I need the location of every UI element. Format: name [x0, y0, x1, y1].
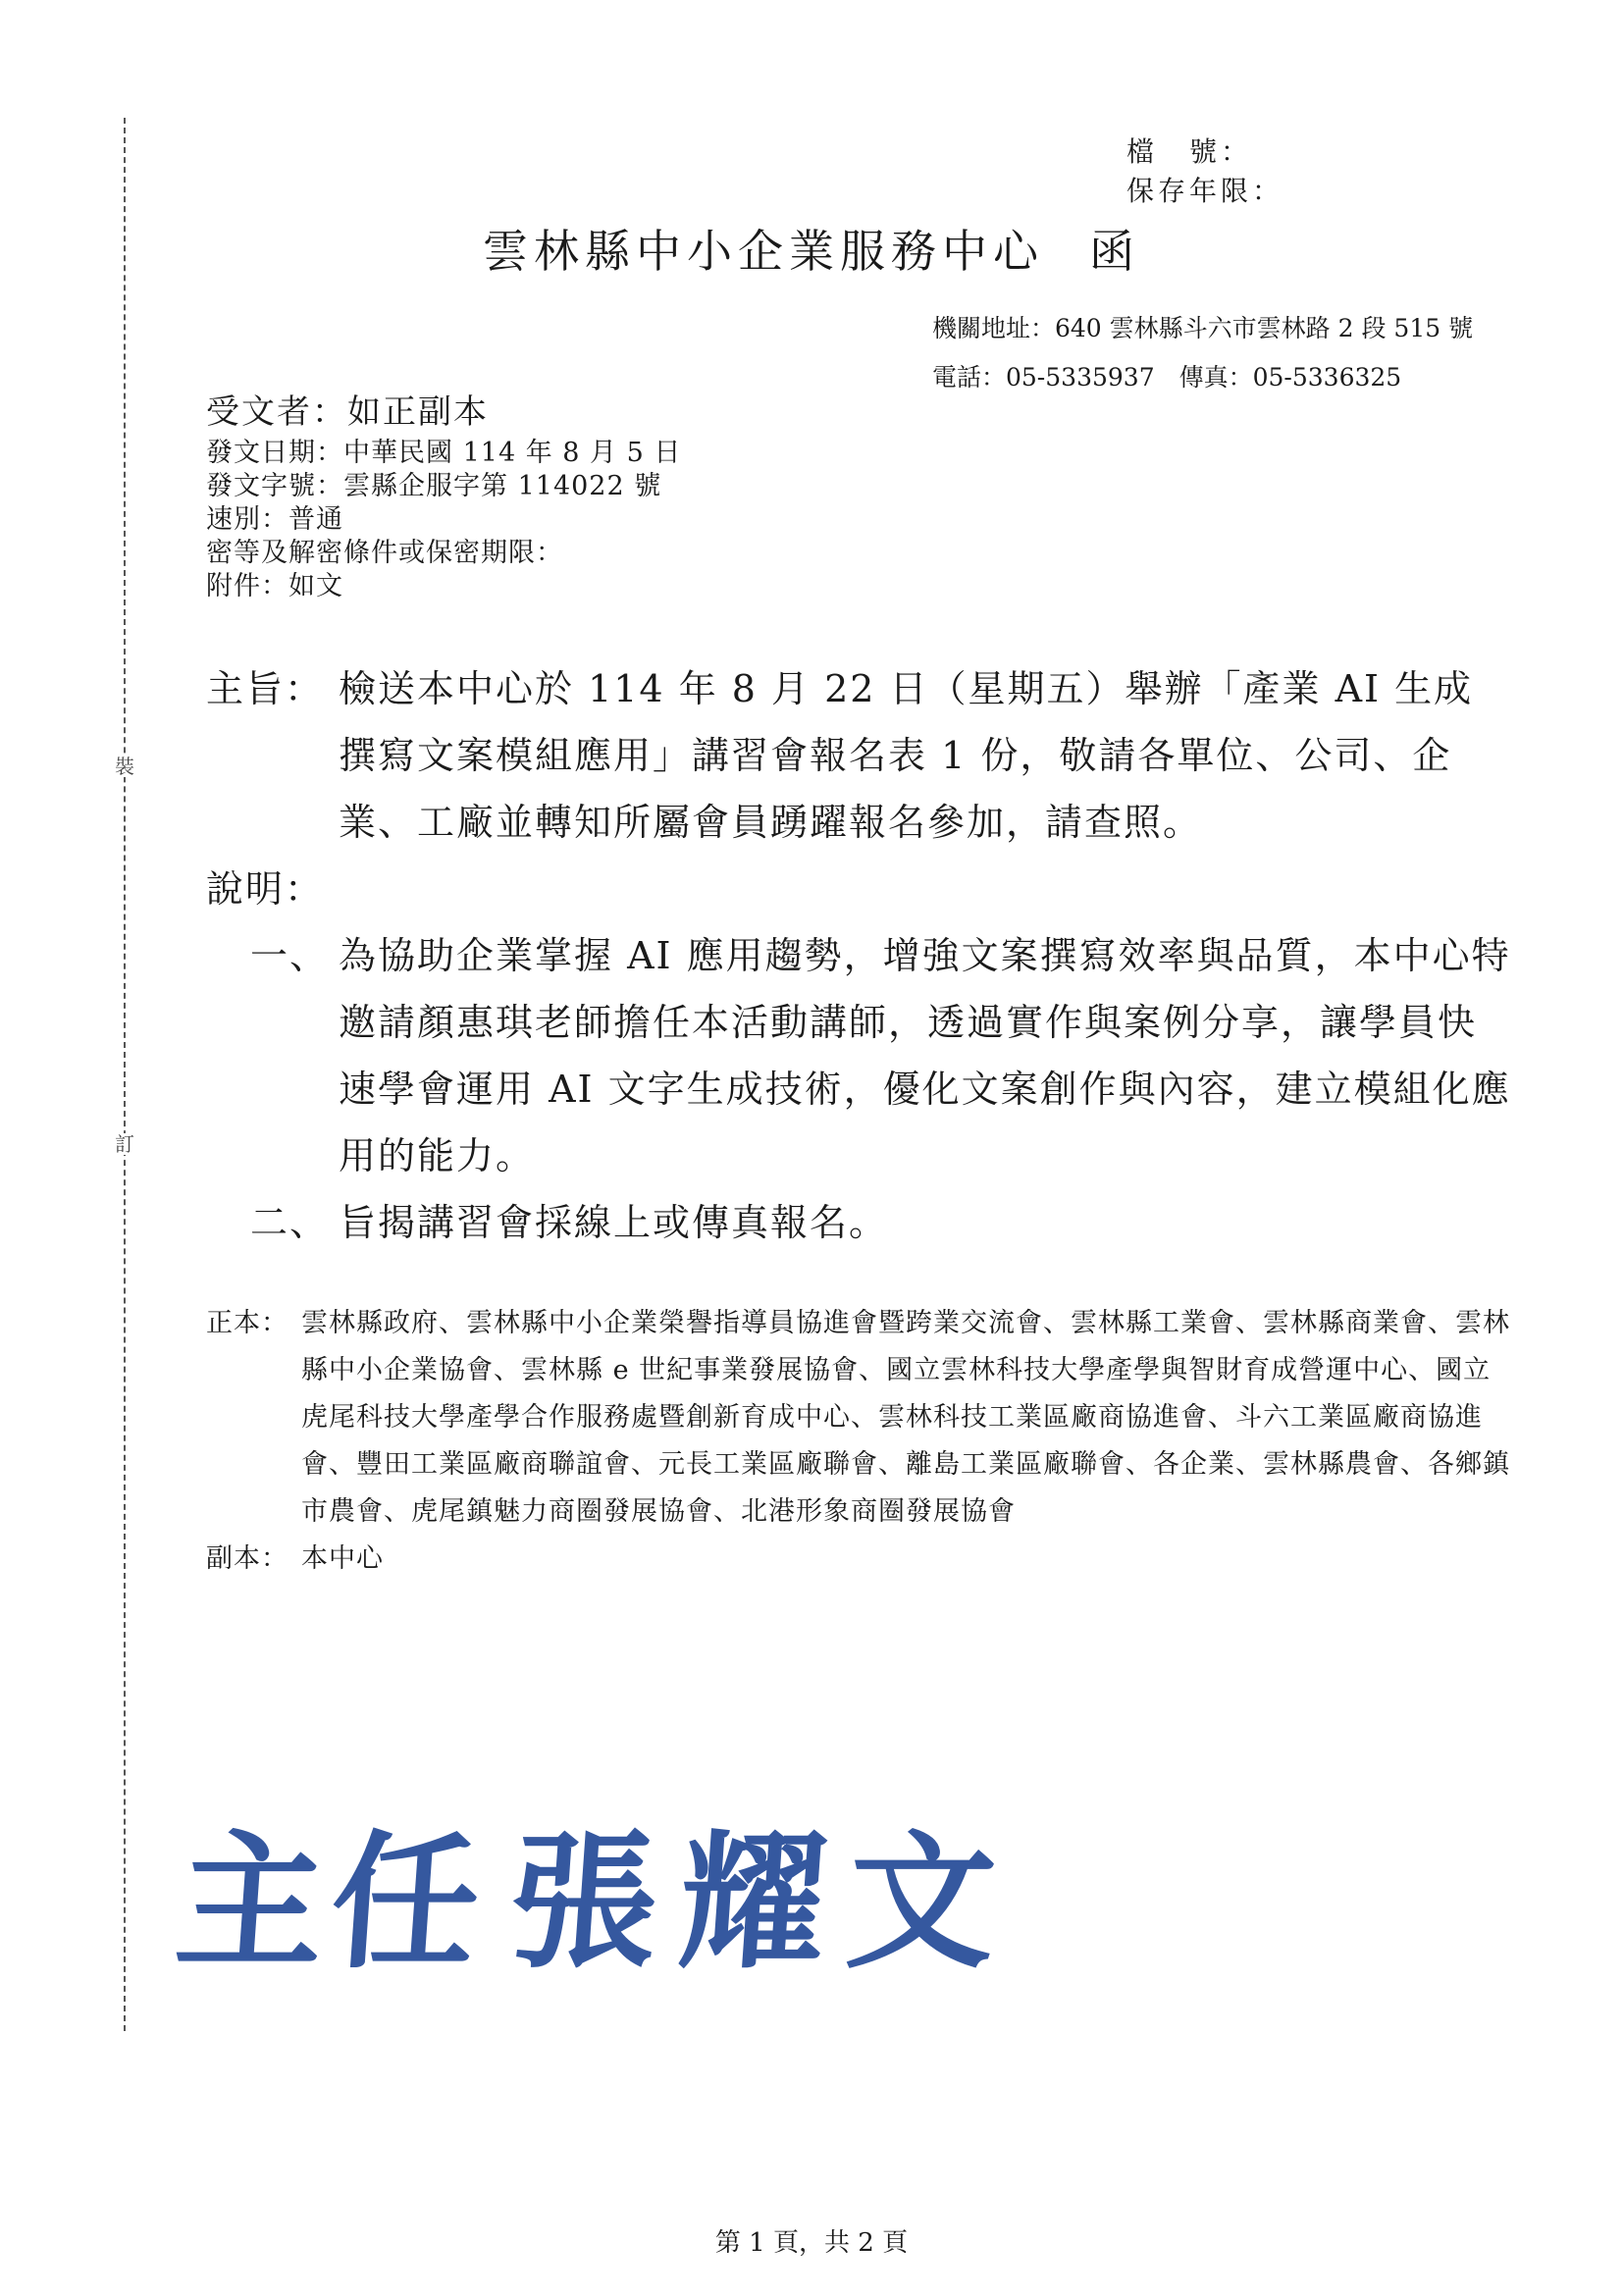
- subject-label: 主旨：: [206, 667, 325, 710]
- security-level: 密等及解密條件或保密期限：: [206, 538, 563, 568]
- retention-label: 保存年限：: [1126, 175, 1284, 207]
- document-number: 發文字號：雲縣企服字第 114022 號: [206, 471, 662, 501]
- copy-label: 副本：: [206, 1543, 288, 1574]
- explanation-item-number: 一、: [250, 934, 330, 977]
- delivery-speed: 速別：普通: [206, 504, 343, 535]
- explanation-item-text: 旨揭講習會採線上或傳真報名。: [339, 1201, 889, 1244]
- original-recipients: [206, 1300, 1511, 1536]
- original-list: 雲林縣政府、雲林縣中小企業榮譽指導員協進會暨跨業交流會、雲林縣工業會、雲林縣商業會、雲林縣中小企業協會、雲林縣 e 世紀事業發展協會、國立雲林科技大學產學與智財育成營運中心、國立虎尾科技大學產學合作服務處暨創新育成中心、雲林科技工業區廠商協進會、斗六工業區廠商協進會、豐田工業區廠商聯誼會、元長工業區廠聯會、離島工業區廠聯會、各企業、雲林縣農會、各鄉鎮市農會、虎尾鎮魅力商圈發展協會、北港形象商圈發展協會: [301, 1308, 1510, 1527]
- page-footer: 第 1 頁，共 2 頁: [714, 2228, 909, 2258]
- explanation-label: 說明：: [206, 867, 325, 911]
- agency-phone-fax: 電話：05-5335937 傳真：05-5336325: [932, 363, 1402, 391]
- distribution-section: [206, 1300, 1511, 1583]
- subject-text: 檢送本中心於 114 年 8 月 22 日（星期五）舉辦「產業 AI 生成撰寫文案模組應用」講習會報名表 1 份，敬請各單位、公司、企業、工廠並轉知所屬會員踴躍報名參加，請查照。: [339, 667, 1474, 844]
- document-title: [0, 216, 1623, 281]
- explanation-item: [206, 922, 1511, 1189]
- title-agency: 雲林縣中小企業服務中心: [483, 225, 1044, 278]
- agency-address: 機關地址：640 雲林縣斗六市雲林路 2 段 515 號: [932, 314, 1474, 342]
- explanation-item-text: 為協助企業掌握 AI 應用趨勢，增強文案撰寫效率與品質，本中心特邀請顏惠琪老師擔任本活動講師，透過實作與案例分享，讓學員快速學會運用 AI 文字生成技術，優化文案創作與內容，建立模組化應用的能力。: [339, 934, 1511, 1177]
- recipient: 受文者：如正副本: [206, 392, 489, 432]
- file-info: [1126, 132, 1283, 211]
- title-doc-type: 函: [1089, 225, 1140, 278]
- explanation-item-number: 二、: [250, 1201, 330, 1244]
- binding-mark-ding: 訂: [115, 1132, 134, 1156]
- issue-date: 發文日期：中華民國 114 年 8 月 5 日: [206, 438, 682, 468]
- document-meta: [206, 388, 681, 603]
- copy-list: 本中心: [301, 1543, 384, 1574]
- signature-stamp: [171, 1820, 1022, 1987]
- binding-line: [124, 118, 126, 2031]
- signature-title: 主任: [170, 1818, 494, 1989]
- file-number-label: 檔 號：: [1126, 135, 1253, 168]
- explanation-item: [206, 1189, 1511, 1256]
- binding-mark-zhuang: 裝: [115, 755, 134, 778]
- signature-name: 張耀文: [503, 1818, 1023, 1989]
- original-label: 正本：: [206, 1308, 288, 1338]
- copy-recipients: [206, 1536, 1511, 1583]
- agency-info: [932, 304, 1473, 402]
- attachment: 附件：如文: [206, 571, 343, 601]
- subject-section: [206, 655, 1511, 856]
- explanation-section: [206, 856, 1511, 1256]
